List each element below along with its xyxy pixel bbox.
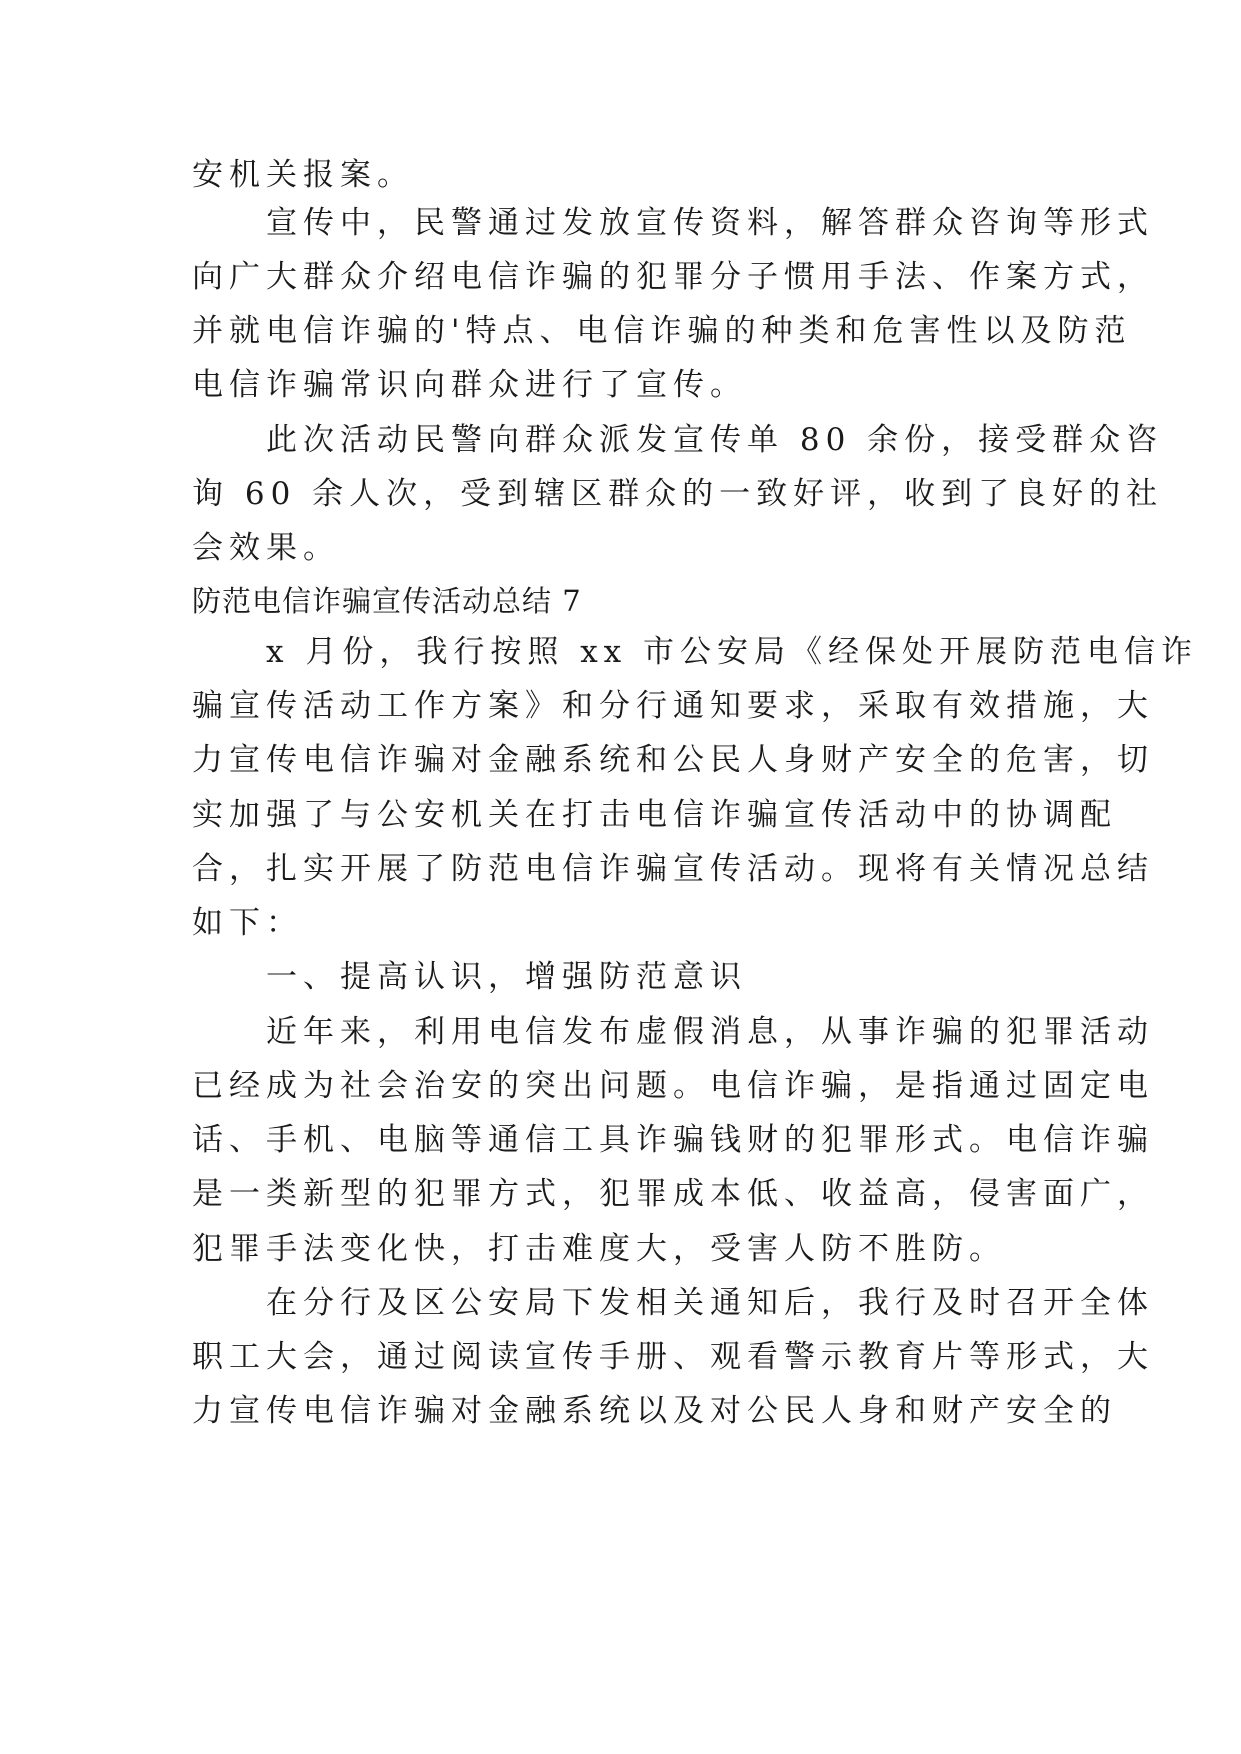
section-heading: 一、提高认识，增强防范意识 [192, 959, 747, 995]
text-line: 力宣传电信诈骗对金融系统和公民人身财产安全的危害，切 [192, 742, 1154, 778]
text-line: 合，扎实开展了防范电信诈骗宣传活动。现将有关情况总结 [192, 851, 1154, 887]
text-line: 近年来，利用电信发布虚假消息，从事诈骗的犯罪活动 [192, 1014, 1154, 1050]
text-line: 并就电信诈骗的'特点、电信诈骗的种类和危害性以及防范 [192, 313, 1132, 349]
text-line: 如下： [192, 905, 303, 941]
text-line: x 月份，我行按照 xx 市公安局《经保处开展防范电信诈 [192, 634, 1199, 670]
text-line: 力宣传电信诈骗对金融系统以及对公民人身和财产安全的 [192, 1393, 1117, 1429]
text-line: 宣传中，民警通过发放宣传资料，解答群众咨询等形式 [192, 205, 1154, 241]
text-line: 实加强了与公安机关在打击电信诈骗宣传活动中的协调配 [192, 797, 1117, 833]
text-line: 已经成为社会治安的突出问题。电信诈骗，是指通过固定电 [192, 1068, 1154, 1104]
text-line: 话、手机、电脑等通信工具诈骗钱财的犯罪形式。电信诈骗 [192, 1122, 1154, 1158]
text-line: 此次活动民警向群众派发宣传单 80 余份，接受群众咨 [192, 422, 1164, 458]
text-line: 电信诈骗常识向群众进行了宣传。 [192, 367, 747, 403]
text-line: 询 60 余人次，受到辖区群众的一致好评，收到了良好的社 [192, 476, 1164, 512]
text-line: 是一类新型的犯罪方式，犯罪成本低、收益高，侵害面广， [192, 1176, 1154, 1212]
text-line: 骗宣传活动工作方案》和分行通知要求，采取有效措施，大 [192, 688, 1154, 724]
text-line: 会效果。 [192, 530, 340, 566]
text-line: 向广大群众介绍电信诈骗的犯罪分子惯用手法、作案方式， [192, 259, 1154, 295]
section-title: 防范电信诈骗宣传活动总结 7 [192, 584, 582, 618]
text-line: 犯罪手法变化快，打击难度大，受害人防不胜防。 [192, 1231, 1006, 1267]
text-line: 安机关报案。 [192, 157, 414, 193]
text-line: 在分行及区公安局下发相关通知后，我行及时召开全体 [192, 1285, 1154, 1321]
text-line: 职工大会，通过阅读宣传手册、观看警示教育片等形式，大 [192, 1339, 1154, 1375]
